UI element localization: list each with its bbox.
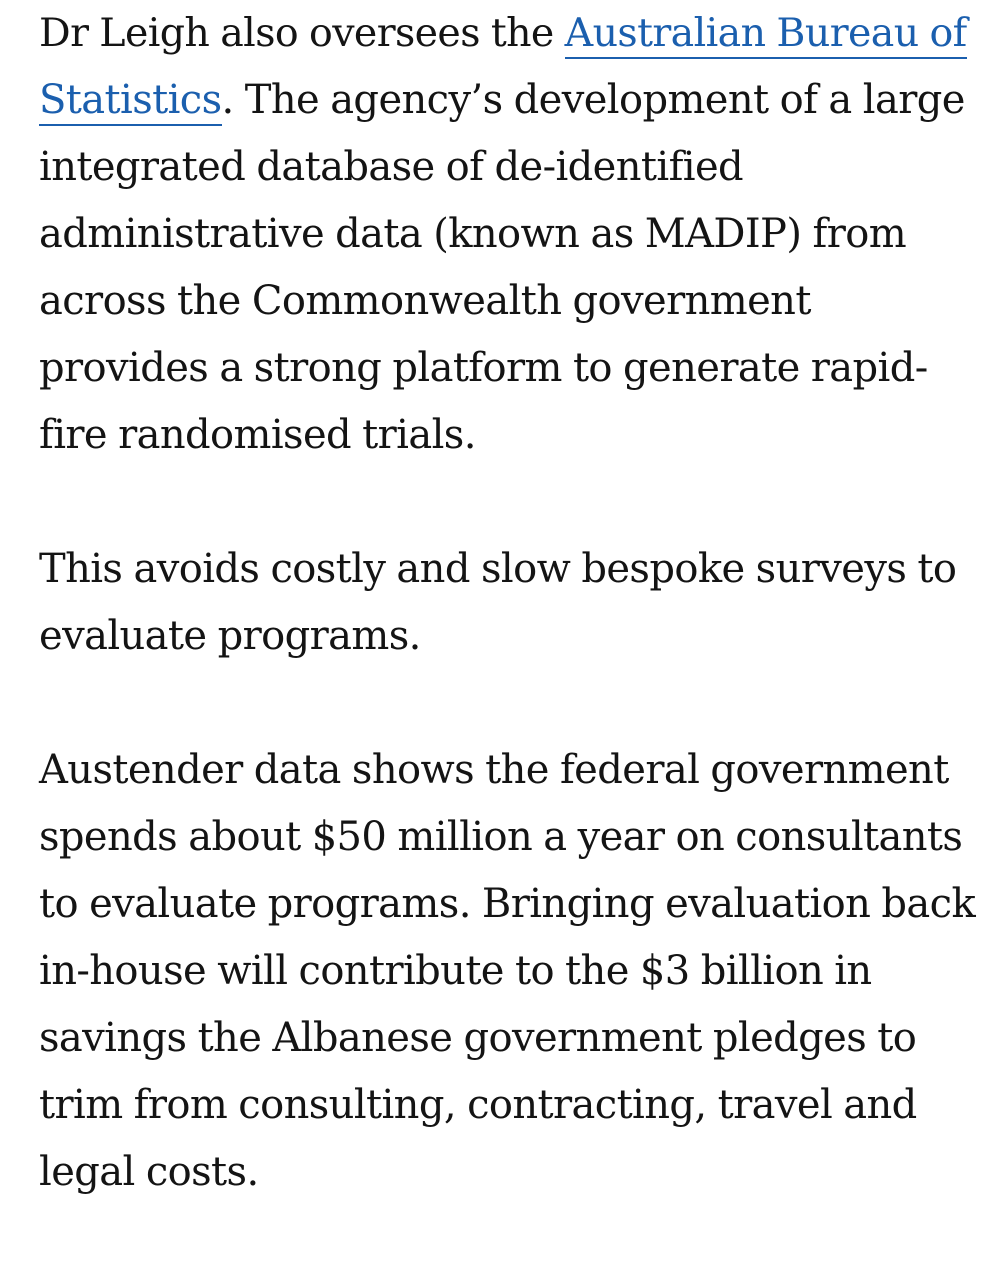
paragraph-abs <box>39 0 967 469</box>
article-body <box>39 0 976 1273</box>
text-line: across the Commonwealth government <box>39 278 811 324</box>
text-line: This avoids costly and slow bespoke surveys to <box>39 546 957 592</box>
text-line: fire randomised trials. <box>39 412 476 458</box>
line-text: . The agency’s development of a large <box>221 77 965 123</box>
text-line: trim from consulting, contracting, travel and <box>39 1082 917 1128</box>
paragraph-austender <box>39 737 976 1206</box>
abs-link[interactable]: Australian Bureau of <box>565 10 967 59</box>
line-text: Dr Leigh also oversees the <box>39 10 565 56</box>
paragraph-surveys <box>39 536 959 670</box>
text-line: to evaluate programs. Bringing evaluation back <box>39 881 976 927</box>
text-line <box>39 0 967 67</box>
text-line: evaluate programs. <box>39 613 421 659</box>
text-line: integrated database of de-identified <box>39 144 744 190</box>
text-line: provides a strong platform to generate rapid- <box>39 345 928 391</box>
text-line <box>39 67 965 134</box>
text-line: in-house will contribute to the $3 billion in <box>39 948 872 994</box>
text-line: Austender data shows the federal government <box>39 747 949 793</box>
text-line: legal costs. <box>39 1149 259 1195</box>
text-line: administrative data (known as MADIP) from <box>39 211 907 257</box>
abs-link-continued[interactable]: Statistics <box>39 77 222 126</box>
text-line: savings the Albanese government pledges to <box>39 1015 917 1061</box>
text-line: spends about $50 million a year on consultants <box>39 814 963 860</box>
